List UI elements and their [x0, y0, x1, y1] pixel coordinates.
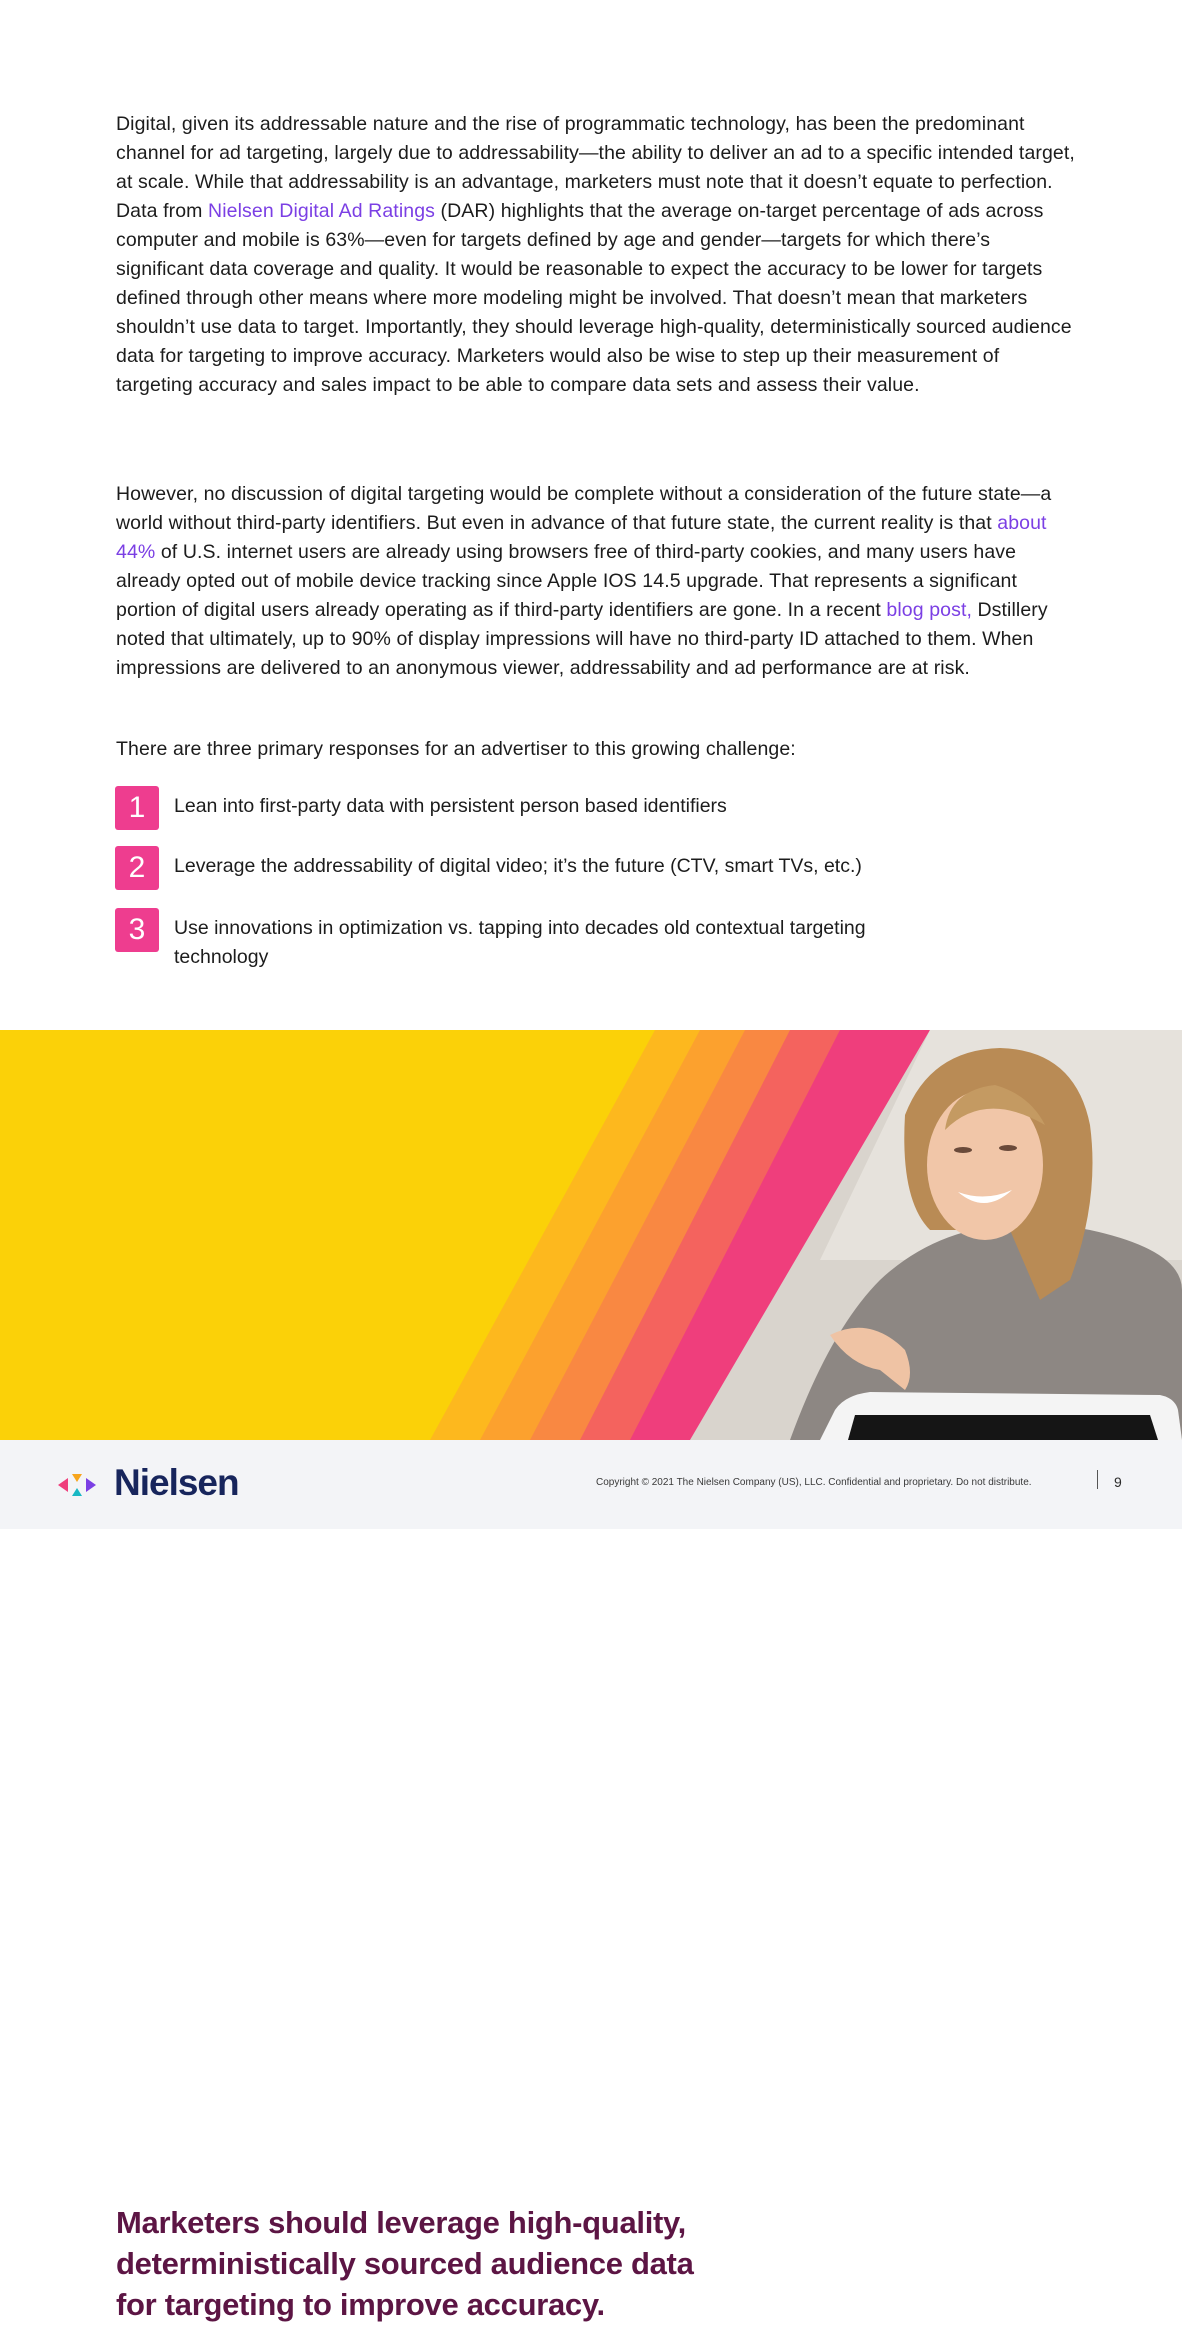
about-44-percent-link[interactable]: about 44%	[116, 512, 1047, 563]
paragraph-text: However, no discussion of digital targeting would be complete without a consideration of the future state—a world without third-party identifiers. But even in advance of that future state, the current reality is that	[116, 483, 1052, 534]
paragraph-future-state	[116, 480, 1076, 683]
footer-divider	[1097, 1470, 1098, 1489]
pull-quote: Marketers should leverage high-quality, deterministically sourced audience data for targeting to improve accuracy.	[116, 2205, 694, 2322]
paragraph-dar-accuracy	[116, 110, 1076, 400]
paragraph-text: Digital, given its addressable nature and the rise of programmatic technology, has been the predominant channel for ad targeting, largely due to addressability—the ability to deliver an ad to a specific intended target, at scale. While that addressability is an advantage, marketers must note that it doesn’t equate to perfection. Data from	[116, 113, 1075, 222]
list-item-text: Lean into first-party data with persistent person based identifiers	[174, 795, 727, 817]
banner-graphic	[0, 1030, 1182, 1440]
copyright-notice: Copyright © 2021 The Nielsen Company (US), LLC. Confidential and proprietary. Do not distribute.	[596, 1477, 1032, 1488]
nielsen-dar-link[interactable]: Nielsen Digital Ad Ratings	[208, 200, 435, 222]
list-item-text: Use innovations in optimization vs. tapping into decades old contextual targeting technology	[174, 917, 866, 968]
blog-post-link[interactable]: blog post,	[886, 599, 972, 621]
list-item-text: Leverage the addressability of digital video; it’s the future (CTV, smart TVs, etc.)	[174, 855, 862, 877]
paragraph-text: Dstillery noted that ultimately, up to 90% of display impressions will have no third-party ID attached to them. When impressions are delivered to an anonymous viewer, addressability and ad performance are at risk.	[116, 599, 1048, 679]
page-footer	[0, 1440, 1182, 1529]
list-intro: There are three primary responses for an advertiser to this growing challenge:	[116, 738, 796, 760]
number-badge: 2	[115, 846, 159, 890]
nielsen-logo-icon	[56, 1470, 106, 1500]
number-badge: 1	[115, 786, 159, 830]
nielsen-logo-text: Nielsen	[114, 1462, 239, 1503]
paragraph-text: of U.S. internet users are already using browsers free of third-party cookies, and many users have already opted out of mobile device tracking since Apple IOS 14.5 upgrade. That represents a significant portion of digital users already operating as if third-party identifiers are gone. In a recent	[116, 541, 1017, 621]
page-number: 9	[1114, 1474, 1122, 1490]
number-badge: 3	[115, 908, 159, 952]
paragraph-text: (DAR) highlights that the average on-target percentage of ads across computer and mobile is 63%—even for targets defined by age and gender—targets for which there’s significant data coverage and quality. It would be reasonable to expect the accuracy to be lower for targets defined through other means where more modeling might be involved. That doesn’t mean that marketers shouldn’t use data to target. Importantly, they should leverage high-quality, deterministically sourced audience data for targeting to improve accuracy. Marketers would also be wise to step up their measurement of targeting accuracy and sales impact to be able to compare data sets and assess their value.	[116, 200, 1072, 396]
